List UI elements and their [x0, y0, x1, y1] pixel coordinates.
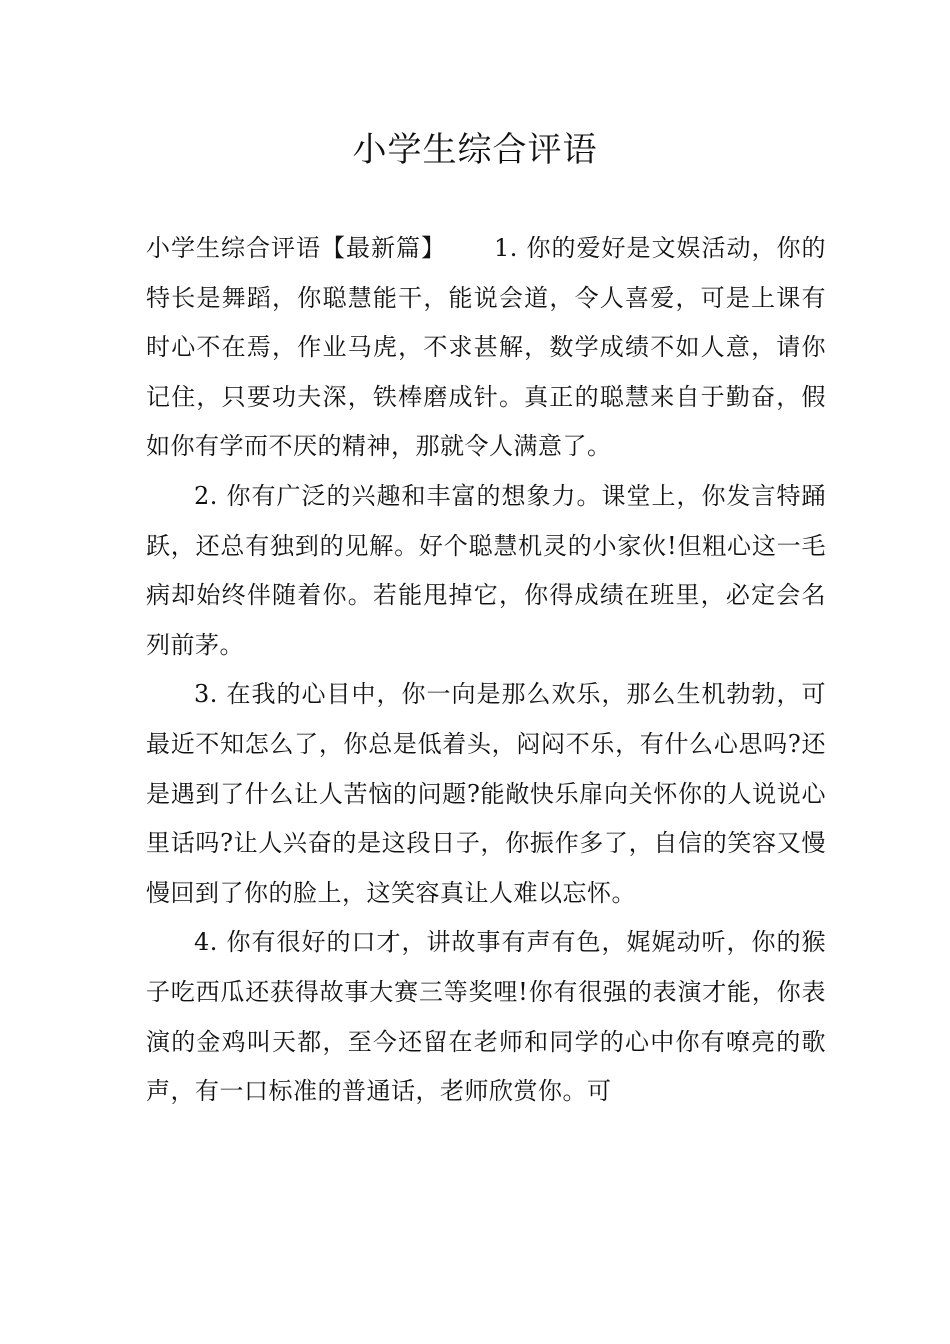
document-body — [146, 224, 826, 1117]
paragraph-2: 2. 你有广泛的兴趣和丰富的想象力。课堂上，你发言特踊跃，还总有独到的见解。好个聪慧机灵的小家伙!但粗心这一毛病却始终伴随着你。若能甩掉它，你得成绩在班里，必定会名列前茅。 — [146, 481, 826, 659]
intro-heading: 小学生综合评语【最新篇】 — [146, 234, 446, 262]
paragraph-1 — [146, 224, 826, 472]
paragraph-1-text: 1. 你的爱好是文娱活动，你的特长是舞蹈，你聪慧能干，能说会道，令人喜爱，可是上课有时心不在焉，作业马虎，不求甚解，数学成绩不如人意，请你记住，只要功夫深，铁棒磨成针。真正的聪慧来自于勤奋，假如你有学而不厌的精神，那就令人满意了。 — [146, 234, 826, 461]
document-title: 小学生综合评语 — [352, 130, 598, 170]
paragraph-3: 3. 在我的心目中，你一向是那么欢乐，那么生机勃勃，可最近不知怎么了，你总是低着头，闷闷不乐，有什么心思吗?还是遇到了什么让人苦恼的问题?能敞快乐扉向关怀你的人说说心里话吗?让人兴奋的是这段日子，你振作多了，自信的笑容又慢慢回到了你的脸上，这笑容真让人难以忘怀。 — [146, 680, 826, 907]
paragraph-4: 4. 你有很好的口才，讲故事有声有色，娓娓动听，你的猴子吃西瓜还获得故事大赛三等奖哩!你有很强的表演才能，你表演的金鸡叫天都，至今还留在老师和同学的心中你有嘹亮的歌声，有一口标准的普通话，老师欣赏你。可 — [146, 928, 826, 1106]
